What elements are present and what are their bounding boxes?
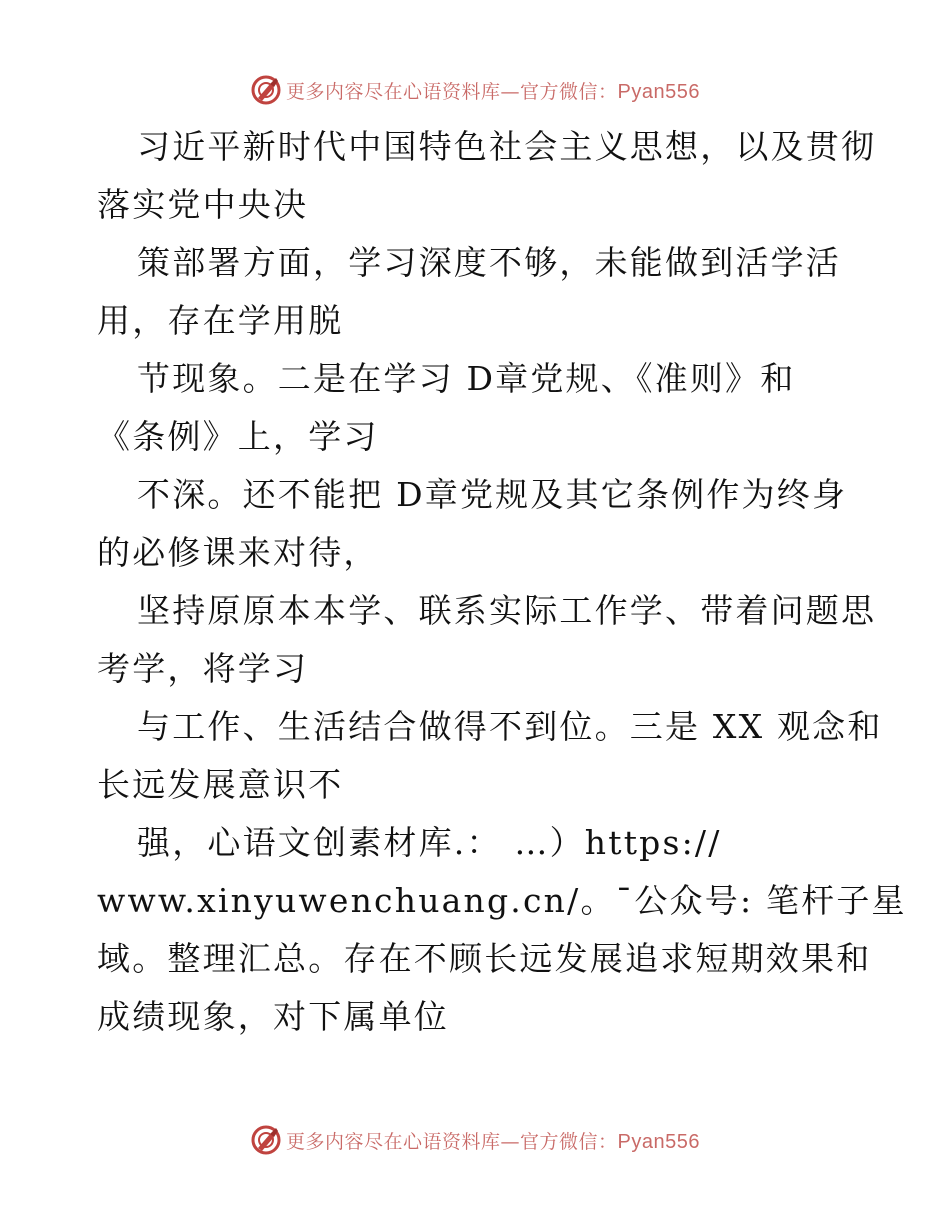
watermark-dash: — xyxy=(500,80,521,103)
watermark-suffix: 官方微信： xyxy=(520,80,618,103)
text-line: www.xinyuwenchuang.cn/。¯公众号: 笔杆子星 xyxy=(97,881,907,920)
watermark-text xyxy=(286,77,700,104)
watermark-id: Pyan556 xyxy=(617,1130,700,1153)
text-line: 考学，将学习 xyxy=(97,649,309,688)
watermark-id: Pyan556 xyxy=(617,80,700,103)
footer-watermark xyxy=(0,1120,950,1160)
text-line: 《条例》上，学习 xyxy=(97,417,379,456)
text-line: 不深。还不能把 D章党规及其它条例作为终身 xyxy=(137,475,848,514)
watermark-text xyxy=(286,1127,700,1154)
text-line: 长远发展意识不 xyxy=(97,765,344,804)
text-line: 强，心语文创素材库.： …）https:// xyxy=(137,823,722,862)
text-line: 的必修课来对待， xyxy=(97,533,379,572)
pen-logo-icon xyxy=(250,1124,282,1156)
text-line: 策部署方面，学习深度不够，未能做到活学活 xyxy=(137,243,841,282)
header-watermark xyxy=(0,70,950,110)
text-line: 坚持原原本本学、联系实际工作学、带着问题思 xyxy=(137,591,877,630)
text-line: 习近平新时代中国特色社会主义思想，以及贯彻 xyxy=(137,127,877,166)
watermark-main: 更多内容尽在心语资料库 xyxy=(286,80,501,103)
text-line: 落实党中央决 xyxy=(97,185,309,224)
watermark-dash: — xyxy=(500,1130,521,1153)
watermark-main: 更多内容尽在心语资料库 xyxy=(286,1130,501,1153)
text-line: 域。整理汇总。存在不顾长远发展追求短期效果和 xyxy=(97,939,872,978)
text-line: 与工作、生活结合做得不到位。三是 XX 观念和 xyxy=(137,707,883,746)
watermark-suffix: 官方微信： xyxy=(520,1130,618,1153)
text-line: 成绩现象，对下属单位 xyxy=(97,997,449,1036)
text-line: 用，存在学用脱 xyxy=(97,301,344,340)
text-line: 节现象。二是在学习 D章党规、《准则》和 xyxy=(137,359,796,398)
pen-logo-icon xyxy=(250,74,282,106)
